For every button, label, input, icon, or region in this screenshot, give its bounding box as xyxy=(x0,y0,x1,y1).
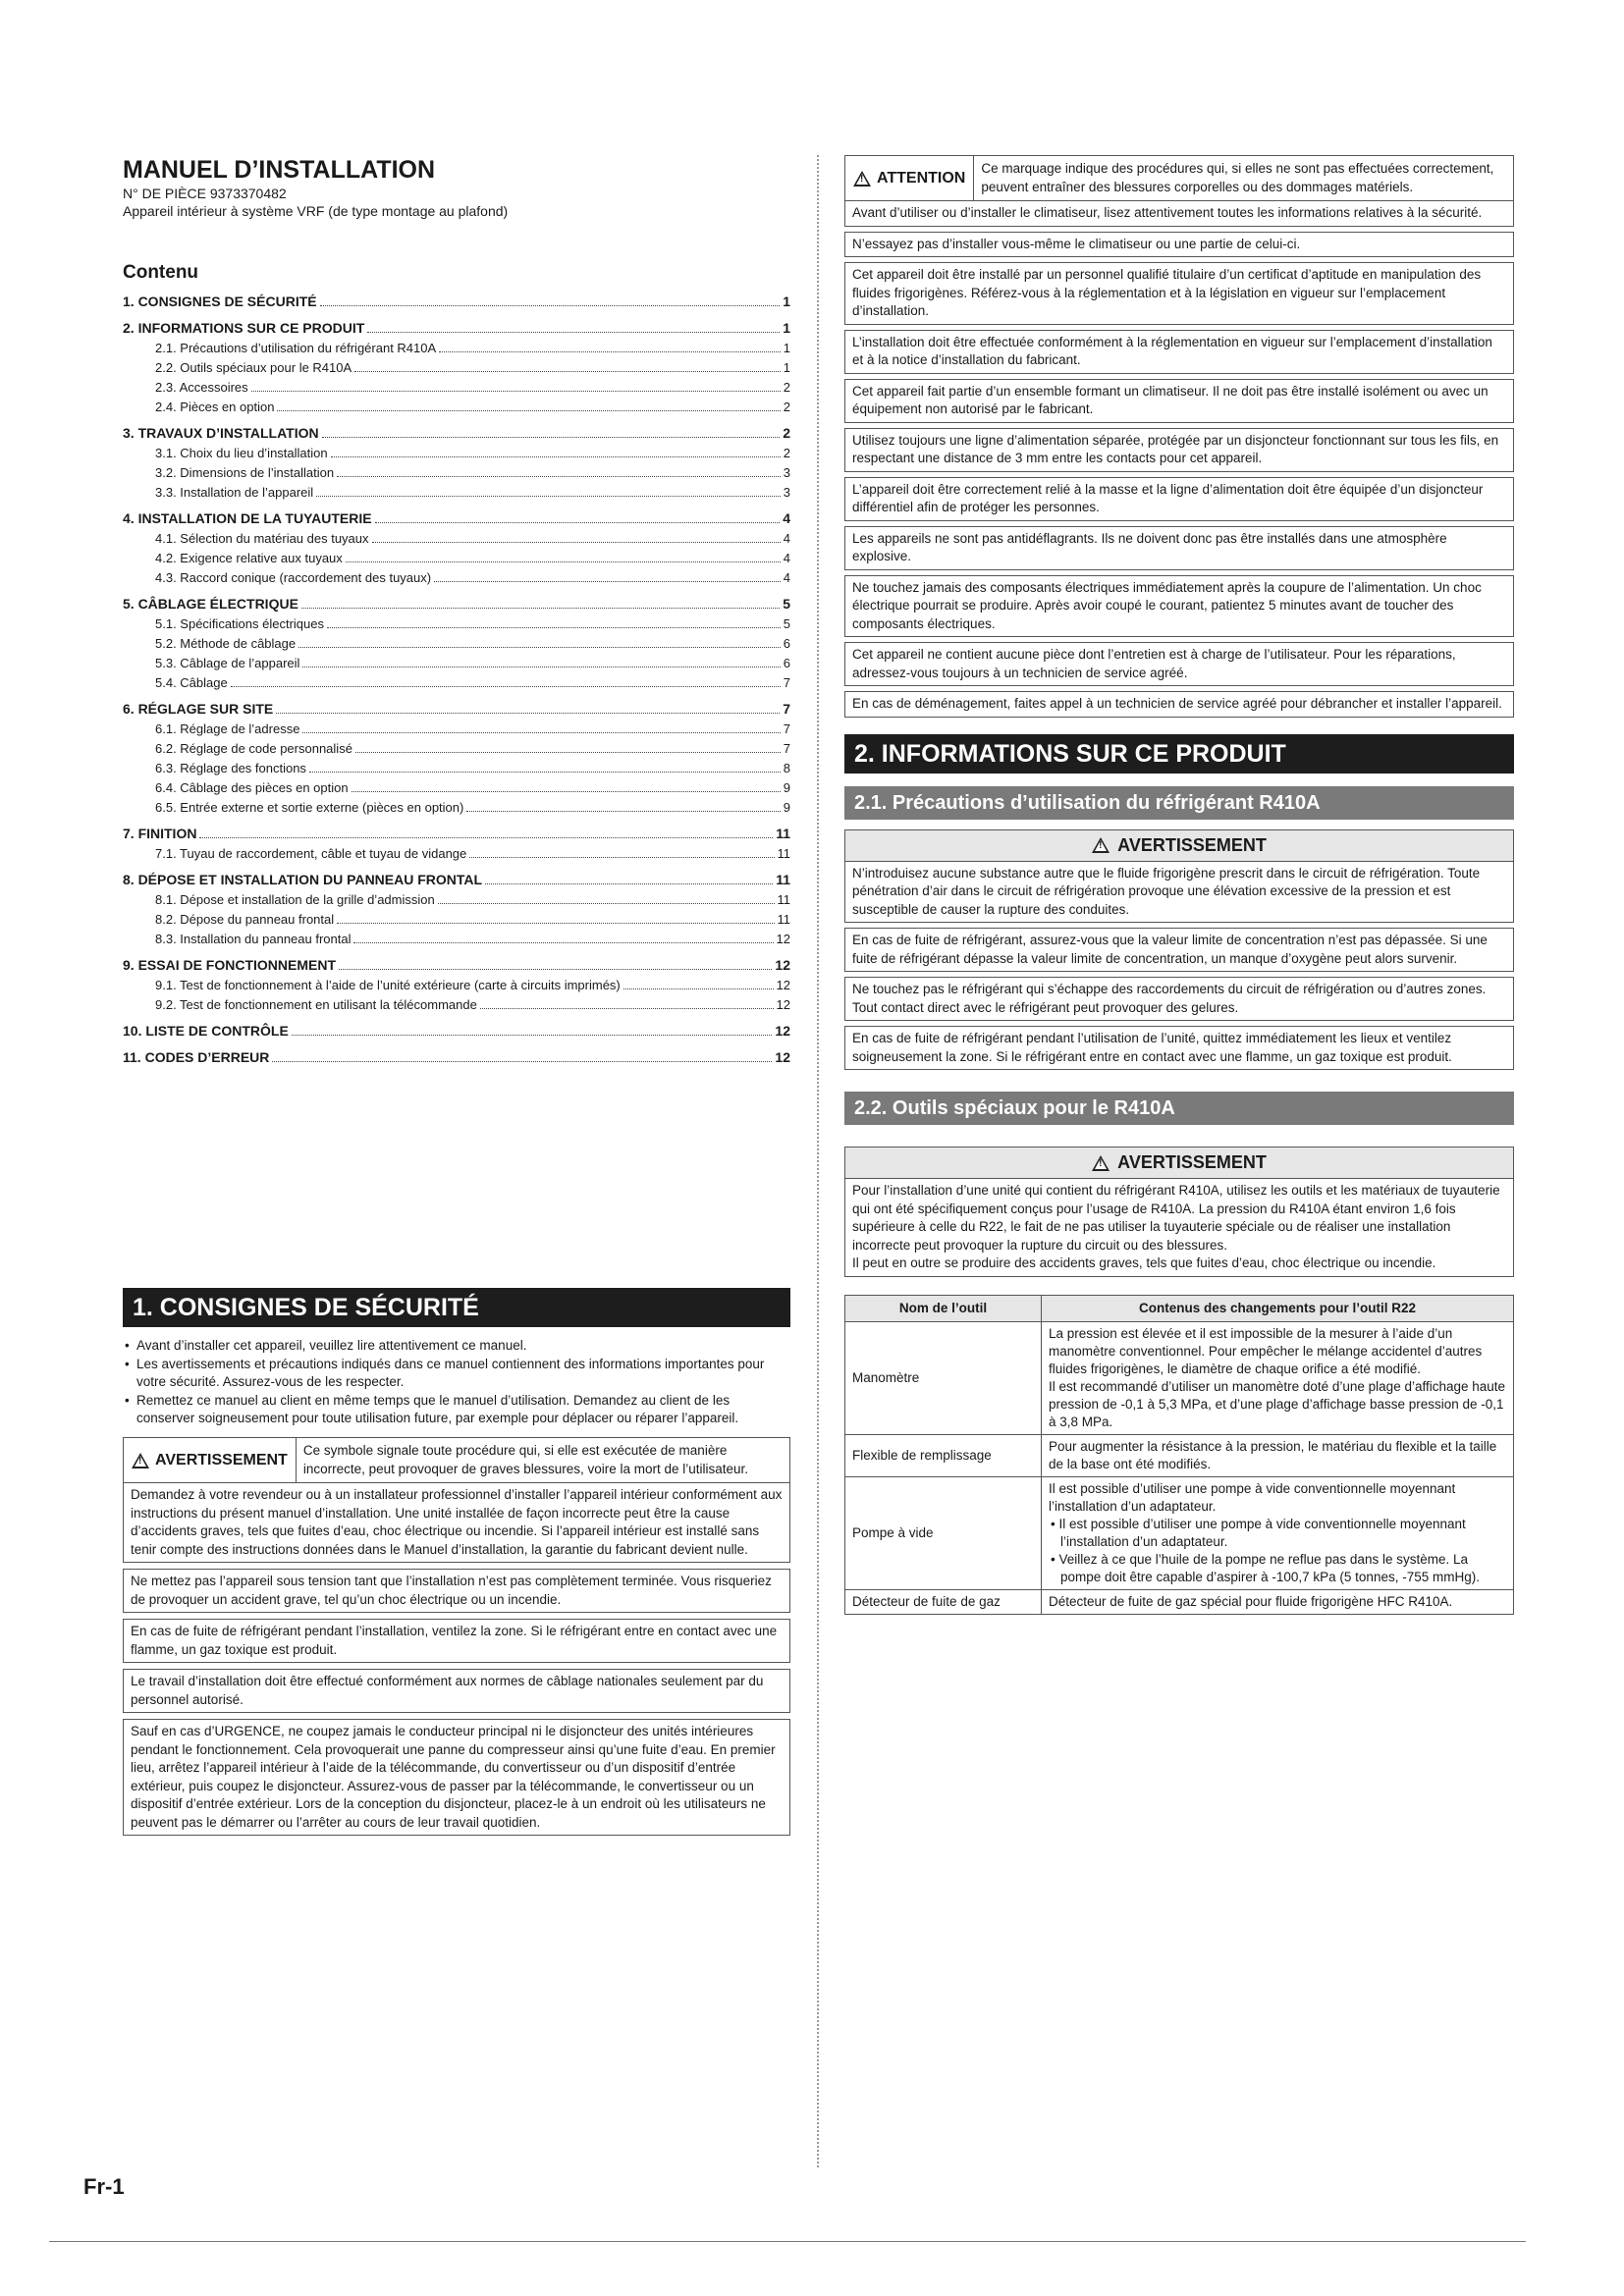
tool-changes xyxy=(1042,1589,1514,1614)
precautions-warning-header xyxy=(844,829,1514,862)
toc-entry[interactable] xyxy=(123,699,790,720)
toc-section xyxy=(123,423,790,503)
toc-entry-label: 8.3. Installation du panneau frontal xyxy=(155,932,352,946)
toc-entry-page: 1 xyxy=(783,341,790,355)
toc-entry-label: 5.1. Spécifications électriques xyxy=(155,616,324,631)
tools-warning-box xyxy=(844,1179,1514,1277)
toc-leader xyxy=(339,969,772,970)
toc-entry[interactable] xyxy=(123,890,790,910)
tools-warning-paragraph-2: Il peut en outre se produire des accidents graves, tels que fuites d’eau, choc électrique ou incendie. xyxy=(852,1255,1436,1270)
tools-warning-text: AVERTISSEMENT xyxy=(1117,1152,1267,1172)
tools-header-changes: Contenus des changements pour l’outil R22 xyxy=(1042,1295,1514,1321)
attention-item: En cas de déménagement, faites appel à un technicien de service agréé pour débrancher et installer l’appareil. xyxy=(844,691,1514,718)
footer-rule xyxy=(49,2241,1526,2242)
toc-entry[interactable] xyxy=(123,654,790,673)
toc-leader xyxy=(277,410,780,411)
toc-entry-label: 6. RÉGLAGE SUR SITE xyxy=(123,701,274,717)
toc-entry[interactable] xyxy=(123,463,790,483)
tools-table xyxy=(844,1295,1514,1615)
toc-entry-page: 2 xyxy=(783,425,790,441)
toc-entry-page: 1 xyxy=(783,294,790,309)
toc-entry[interactable] xyxy=(123,798,790,818)
toc-entry-page: 5 xyxy=(783,616,790,631)
toc-entry[interactable] xyxy=(123,930,790,949)
toc-entry-label: 9. ESSAI DE FONCTIONNEMENT xyxy=(123,957,337,973)
toc-leader xyxy=(292,1035,773,1036)
toc-leader xyxy=(623,988,774,989)
toc-entry-page: 5 xyxy=(783,596,790,612)
safety-bullet: • Avant d’installer cet appareil, veuillez lire attentivement ce manuel. xyxy=(123,1337,790,1355)
toc-entry-page: 7 xyxy=(783,701,790,717)
toc-section xyxy=(123,699,790,818)
tools-row xyxy=(845,1476,1514,1589)
precautions-warning-text: AVERTISSEMENT xyxy=(1117,834,1267,855)
toc-entry-page: 12 xyxy=(776,932,790,946)
precaution-item: Ne touchez pas le réfrigérant qui s’échappe des raccordements du circuit de réfrigération ou d’autres zones. Tout contact direct avec le réfrigérant peut provoquer des gelures. xyxy=(844,977,1514,1021)
toc-entry[interactable] xyxy=(123,739,790,759)
toc-entry-page: 2 xyxy=(783,380,790,395)
tool-change-line: Il est recommandé d’utiliser un manomètre doté d’une plage d’affichage haute pression de -0,1 à 5,3 MPa, et d’une plage d’affichage basse pression de -0,1 à 3,8 MPa. xyxy=(1049,1378,1506,1429)
toc-entry[interactable] xyxy=(123,378,790,398)
warning-label xyxy=(124,1438,297,1482)
precaution-item: En cas de fuite de réfrigérant pendant l’utilisation de l’unité, quittez immédiatement les lieux et ventilez soigneusement la zone. Si le réfrigérant entre en contact avec une flamme, un gaz toxique est produit. xyxy=(844,1026,1514,1070)
toc-leader xyxy=(346,561,781,562)
tool-change-line: Détecteur de fuite de gaz spécial pour fluide frigorigène HFC R410A. xyxy=(1049,1593,1453,1609)
toc-entry[interactable] xyxy=(123,1047,790,1068)
toc-entry[interactable] xyxy=(123,976,790,995)
attention-item: N’essayez pas d’installer vous-même le climatiseur ou une partie de celui-ci. xyxy=(844,232,1514,258)
toc-section xyxy=(123,1047,790,1068)
part-number: N° DE PIÈCE 9373370482 xyxy=(123,186,287,201)
toc-leader xyxy=(354,371,781,372)
right-column xyxy=(844,155,1514,1615)
warning-triangle-icon xyxy=(1092,837,1110,853)
toc-entry-label: 5.2. Méthode de câblage xyxy=(155,636,297,651)
attention-list xyxy=(844,201,1514,718)
attention-item: Utilisez toujours une ligne d’alimentation séparée, protégée par un disjoncteur fonctionnant sur tous les fils, en respectant une distance de 3 mm entre les contacts pour cet appareil. xyxy=(844,428,1514,472)
toc-entry-page: 8 xyxy=(783,761,790,775)
toc-entry[interactable] xyxy=(123,870,790,890)
document-title: MANUEL D’INSTALLATION xyxy=(123,156,436,184)
tools-warning-header xyxy=(844,1147,1514,1179)
toc-entry[interactable] xyxy=(123,423,790,444)
toc-leader xyxy=(466,811,780,812)
column-divider xyxy=(817,155,819,2167)
toc-entry-label: 8.2. Dépose du panneau frontal xyxy=(155,912,335,927)
toc-entry-label: 9.2. Test de fonctionnement en utilisant la télécommande xyxy=(155,997,477,1012)
toc-entry-page: 7 xyxy=(783,675,790,690)
toc-entry-label: 4.2. Exigence relative aux tuyaux xyxy=(155,551,343,565)
toc-entry-page: 11 xyxy=(777,892,790,907)
safety-warning-item: Le travail d’installation doit être effectué conformément aux normes de câblage nationales seulement par du personnel autorisé. xyxy=(123,1669,790,1713)
attention-item: Cet appareil ne contient aucune pièce dont l’entretien est à charge de l’utilisateur. Pour les réparations, adressez-vous toujours à un technicien de service agréé. xyxy=(844,642,1514,686)
safety-warning-item: Ne mettez pas l’appareil sous tension tant que l’installation n’est pas complètement terminée. Vous risqueriez de provoquer un accident grave, tel qu’un choc électrique ou un incendie. xyxy=(123,1569,790,1613)
toc-leader xyxy=(276,713,780,714)
toc-leader xyxy=(337,476,781,477)
toc-leader xyxy=(309,772,781,773)
precaution-item: En cas de fuite de réfrigérant, assurez-vous que la valeur limite de concentration n’est pas dépassée. Si une fuite de réfrigérant dépasse la valeur limite de concentration, un manque d’oxygène peut alors survenir. xyxy=(844,928,1514,972)
toc-entry-page: 1 xyxy=(783,320,790,336)
toc-entry-page: 12 xyxy=(775,957,790,973)
tool-name: Pompe à vide xyxy=(845,1476,1042,1589)
safety-bullets xyxy=(123,1337,790,1427)
tool-changes xyxy=(1042,1476,1514,1589)
toc-entry[interactable] xyxy=(123,955,790,976)
tools-row xyxy=(845,1434,1514,1476)
toc-section xyxy=(123,955,790,1015)
toc-heading: Contenu xyxy=(123,262,199,283)
section-safety-title: 1. CONSIGNES DE SÉCURITÉ xyxy=(123,1288,790,1327)
toc-entry-page: 7 xyxy=(783,741,790,756)
attention-description: Ce marquage indique des procédures qui, si elles ne sont pas effectuées correctement, peuvent entraîner des blessures corporelles ou des dommages matériels. xyxy=(981,161,1494,194)
toc-entry[interactable] xyxy=(123,529,790,549)
toc-leader xyxy=(331,456,781,457)
toc-entry-label: 2.3. Accessoires xyxy=(155,380,248,395)
toc-leader xyxy=(231,686,781,687)
toc-entry-label: 7. FINITION xyxy=(123,826,197,841)
precautions-list xyxy=(844,862,1514,1071)
warning-triangle-icon xyxy=(1092,1155,1110,1171)
document-subtitle: Appareil intérieur à système VRF (de type montage au plafond) xyxy=(123,203,509,219)
toc-leader xyxy=(302,732,780,733)
tool-change-line: Pour augmenter la résistance à la pression, le matériau du flexible et la taille de la base ont été modifiés. xyxy=(1049,1438,1497,1471)
toc-entry-label: 7.1. Tuyau de raccordement, câble et tuyau de vidange xyxy=(155,846,467,861)
toc-leader xyxy=(355,752,781,753)
toc-entry[interactable] xyxy=(123,778,790,798)
attention-legend xyxy=(844,155,1514,201)
toc-entry-label: 2.2. Outils spéciaux pour le R410A xyxy=(155,360,352,375)
toc-entry[interactable] xyxy=(123,568,790,588)
toc-leader xyxy=(372,542,781,543)
toc-entry[interactable] xyxy=(123,292,790,312)
toc-leader xyxy=(337,923,774,924)
toc-entry[interactable] xyxy=(123,614,790,634)
toc-entry-label: 6.3. Réglage des fonctions xyxy=(155,761,306,775)
warning-triangle-icon xyxy=(132,1453,149,1468)
toc-section xyxy=(123,594,790,693)
tools-row xyxy=(845,1589,1514,1614)
warning-description: Ce symbole signale toute procédure qui, si elle est exécutée de manière incorrecte, peut provoquer de graves blessures, voire la mort de l’utilisateur. xyxy=(302,1443,749,1476)
safety-warning-item: Sauf en cas d’URGENCE, ne coupez jamais le conducteur principal ni le disjoncteur des unités intérieures pendant le fonctionnement. Cela provoquerait une panne du compresseur ainsi qu’une fuite d’eau. En premier lieu, arrêtez l’appareil intérieur à l’aide de la télécommande, du convertisseur ou d’un dispositif d’entrée extérieur, puis coupez le disjoncteur. Assurez-vous de passer par la télécommande, le convertisseur ou un dispositif d’entrée extérieur. Lors de la conception du disjoncteur, placez-le à un endroit où les utilisateurs ne peuvent pas le démarrer ou l’arrêter au cours de leur travail quotidien. xyxy=(123,1719,790,1836)
safety-bullet: • Les avertissements et précautions indiqués dans ce manuel contiennent des informations importantes pour votre sécurité. Assurez-vous de les respecter. xyxy=(123,1356,790,1391)
attention-item: Avant d’utiliser ou d’installer le climatiseur, lisez attentivement toutes les informations relatives à la sécurité. xyxy=(844,201,1514,227)
subsection-tools-title: 2.2. Outils spéciaux pour le R410A xyxy=(844,1092,1514,1125)
toc-entry-label: 3.3. Installation de l’appareil xyxy=(155,485,314,500)
warning-label-text: AVERTISSEMENT xyxy=(155,1451,288,1468)
attention-item: Les appareils ne sont pas antidéflagrants. Ils ne doivent donc pas être installés dans une atmosphère explosive. xyxy=(844,526,1514,570)
toc-entry[interactable] xyxy=(123,318,790,339)
toc-entry-page: 12 xyxy=(775,1023,790,1039)
toc-entry-page: 12 xyxy=(775,1049,790,1065)
toc-entry-label: 6.4. Câblage des pièces en option xyxy=(155,780,349,795)
left-column xyxy=(123,155,790,1836)
toc-entry-label: 9.1. Test de fonctionnement à l’aide de l’unité extérieure (carte à circuits imprimés) xyxy=(155,978,621,992)
toc-entry[interactable] xyxy=(123,720,790,739)
toc-entry[interactable] xyxy=(123,508,790,529)
attention-label-text: ATTENTION xyxy=(877,169,966,187)
toc-entry-page: 4 xyxy=(783,570,790,585)
toc-leader xyxy=(438,903,775,904)
toc-entry-label: 2. INFORMATIONS SUR CE PRODUIT xyxy=(123,320,365,336)
toc-entry-page: 11 xyxy=(777,846,790,861)
toc-entry[interactable] xyxy=(123,844,790,864)
toc-leader xyxy=(439,351,781,352)
attention-item: Ne touchez jamais des composants électriques immédiatement après la coupure de l’alimentation. Un choc électrique pourrait se produire. Après avoir coupé le courant, patientez 5 minutes avant de toucher des composants électriques. xyxy=(844,575,1514,638)
toc-entry-label: 1. CONSIGNES DE SÉCURITÉ xyxy=(123,294,317,309)
toc-entry[interactable] xyxy=(123,483,790,503)
tools-warning-paragraph: Pour l’installation d’une unité qui contient du réfrigérant R410A, utilisez les outils et les matériaux de tuyauterie qui ont été spécifiquement conçus pour l’usage de R410A. La pression du R410A étant environ 1,6 fois supérieure à celle du R22, le fait de ne pas utiliser la tuyauterie spéciale ou de réaliser une installation incorrecte peut provoquer la rupture du circuit ou des blessures. xyxy=(852,1183,1500,1253)
toc-entry[interactable] xyxy=(123,995,790,1015)
toc-entry-page: 4 xyxy=(783,531,790,546)
safety-warning-item: Demandez à votre revendeur ou à un installateur professionnel d’installer l’appareil intérieur conformément aux instructions du présent manuel d’installation. Une unité installée de façon incorrecte peut être la cause d’accidents graves, tels que fuites d’eau, choc électrique ou incendie. Si l’appareil intérieur est installé sans tenir compte des instructions données dans le Manuel d’installation, la garantie du fabricant devient nulle. xyxy=(123,1483,790,1563)
tool-change-line: La pression est élevée et il est impossible de la mesurer à l’aide d’un manomètre conventionnel. Pour empêcher le mélange accidentel d’autres fluides frigorigènes, le diamètre de chaque orifice a été modifié. xyxy=(1049,1325,1483,1376)
toc-entry-label: 10. LISTE DE CONTRÔLE xyxy=(123,1023,289,1039)
tool-change-line: • Il est possible d’utiliser une pompe à vide conventionnelle moyennant l’installation d’un adaptateur. xyxy=(1051,1516,1466,1549)
toc-entry-page: 3 xyxy=(783,485,790,500)
warning-triangle-icon xyxy=(853,171,871,187)
toc-entry-page: 3 xyxy=(783,465,790,480)
toc-entry-page: 11 xyxy=(777,912,790,927)
attention-item: L’installation doit être effectuée conformément à la réglementation en vigueur sur l’emplacement d’installation et à la notice d’installation du fabricant. xyxy=(844,330,1514,374)
toc-entry[interactable] xyxy=(123,673,790,693)
subsection-precautions-title: 2.1. Précautions d’utilisation du réfrigérant R410A xyxy=(844,786,1514,820)
toc-section xyxy=(123,292,790,312)
safety-bullet: • Remettez ce manuel au client en même temps que le manuel d’utilisation. Demandez au client de les conserver soigneusement pour toute utilisation future, par exemple pour déplacer ou réparer l’appareil. xyxy=(123,1392,790,1427)
toc-entry-label: 6.2. Réglage de code personnalisé xyxy=(155,741,352,756)
section-product-title: 2. INFORMATIONS SUR CE PRODUIT xyxy=(844,734,1514,774)
toc-leader xyxy=(353,942,773,943)
toc-entry-label: 5. CÂBLAGE ÉLECTRIQUE xyxy=(123,596,298,612)
tool-name: Manomètre xyxy=(845,1321,1042,1434)
table-of-contents xyxy=(123,292,790,1068)
toc-entry-label: 4. INSTALLATION DE LA TUYAUTERIE xyxy=(123,510,372,526)
warning-legend xyxy=(123,1437,790,1483)
toc-entry-page: 6 xyxy=(783,656,790,670)
toc-entry-label: 11. CODES D’ERREUR xyxy=(123,1049,270,1065)
tools-row xyxy=(845,1321,1514,1434)
toc-entry[interactable] xyxy=(123,1021,790,1041)
toc-entry[interactable] xyxy=(123,594,790,614)
toc-entry-page: 4 xyxy=(783,510,790,526)
attention-label xyxy=(845,156,974,200)
attention-item: Cet appareil fait partie d’un ensemble formant un climatiseur. Il ne doit pas être installé isolément ou avec un équipement non autorisé par le fabricant. xyxy=(844,379,1514,423)
toc-entry-label: 8. DÉPOSE ET INSTALLATION DU PANNEAU FRONTAL xyxy=(123,872,483,887)
toc-leader xyxy=(272,1061,772,1062)
tool-name: Détecteur de fuite de gaz xyxy=(845,1589,1042,1614)
toc-leader xyxy=(298,647,781,648)
toc-entry[interactable] xyxy=(123,398,790,417)
tool-change-line: Il est possible d’utiliser une pompe à vide conventionnelle moyennant l’installation d’un adaptateur. xyxy=(1049,1480,1456,1514)
toc-entry-label: 6.1. Réglage de l’adresse xyxy=(155,721,300,736)
toc-entry-label: 3.2. Dimensions de l’installation xyxy=(155,465,335,480)
toc-entry-page: 11 xyxy=(776,872,790,887)
page-number: Fr-1 xyxy=(83,2174,125,2199)
toc-entry-label: 4.3. Raccord conique (raccordement des tuyaux) xyxy=(155,570,432,585)
toc-entry[interactable] xyxy=(123,759,790,778)
toc-leader xyxy=(375,522,781,523)
toc-entry[interactable] xyxy=(123,444,790,463)
toc-section xyxy=(123,1021,790,1041)
toc-leader xyxy=(367,332,780,333)
tool-changes xyxy=(1042,1434,1514,1476)
toc-leader xyxy=(480,1008,774,1009)
safety-warning-list xyxy=(123,1483,790,1836)
toc-section xyxy=(123,870,790,949)
precaution-item: N’introduisez aucune substance autre que le fluide frigorigène prescrit dans le circuit de réfrigération. Toute pénétration d’air dans le circuit de réfrigération provoque une élévation excessive de la pression et est susceptible de causer la rupture des conduites. xyxy=(844,862,1514,924)
toc-entry-page: 9 xyxy=(783,780,790,795)
toc-leader xyxy=(434,581,781,582)
toc-leader xyxy=(251,391,781,392)
toc-section xyxy=(123,508,790,588)
toc-entry-label: 2.4. Pièces en option xyxy=(155,400,275,414)
tool-changes xyxy=(1042,1321,1514,1434)
toc-entry[interactable] xyxy=(123,910,790,930)
toc-leader xyxy=(320,305,781,306)
safety-warning-item: En cas de fuite de réfrigérant pendant l’installation, ventilez la zone. Si le réfrigérant entre en contact avec une flamme, un gaz toxique est produit. xyxy=(123,1619,790,1663)
toc-entry-label: 8.1. Dépose et installation de la grille d’admission xyxy=(155,892,435,907)
toc-entry-page: 7 xyxy=(783,721,790,736)
attention-item: Cet appareil doit être installé par un personnel qualifié titulaire d’un certificat d’aptitude en manipulation des fluides frigorigènes. Référez-vous à la réglementation et à la législation en vigueur sur l’emplacement d’installation. xyxy=(844,262,1514,325)
toc-entry[interactable] xyxy=(123,339,790,358)
toc-entry-label: 6.5. Entrée externe et sortie externe (pièces en option) xyxy=(155,800,464,815)
toc-leader xyxy=(199,837,773,838)
toc-entry-page: 2 xyxy=(783,400,790,414)
toc-leader xyxy=(485,883,773,884)
toc-section xyxy=(123,318,790,417)
attention-item: L’appareil doit être correctement relié à la masse et la ligne d’alimentation doit être équipée d’un disjoncteur différentiel afin de protéger les personnes. xyxy=(844,477,1514,521)
toc-leader xyxy=(469,857,774,858)
toc-entry-label: 5.3. Câblage de l’appareil xyxy=(155,656,300,670)
toc-entry-label: 3. TRAVAUX D’INSTALLATION xyxy=(123,425,319,441)
toc-entry[interactable] xyxy=(123,549,790,568)
toc-leader xyxy=(327,627,781,628)
toc-entry-page: 6 xyxy=(783,636,790,651)
toc-entry-label: 5.4. Câblage xyxy=(155,675,228,690)
toc-entry[interactable] xyxy=(123,634,790,654)
toc-entry-label: 2.1. Précautions d’utilisation du réfrigérant R410A xyxy=(155,341,437,355)
toc-entry-page: 11 xyxy=(776,826,790,841)
toc-entry-label: 3.1. Choix du lieu d’installation xyxy=(155,446,328,460)
toc-entry-label: 4.1. Sélection du matériau des tuyaux xyxy=(155,531,369,546)
toc-entry-page: 2 xyxy=(783,446,790,460)
toc-section xyxy=(123,824,790,864)
toc-entry-page: 12 xyxy=(776,978,790,992)
toc-entry-page: 4 xyxy=(783,551,790,565)
toc-leader xyxy=(316,496,781,497)
toc-entry[interactable] xyxy=(123,824,790,844)
toc-leader xyxy=(352,791,781,792)
toc-entry-page: 1 xyxy=(783,360,790,375)
toc-entry-page: 9 xyxy=(783,800,790,815)
toc-entry-page: 12 xyxy=(776,997,790,1012)
toc-leader xyxy=(301,608,780,609)
tool-change-line: • Veillez à ce que l’huile de la pompe ne reflue pas dans le système. La pompe doit être capable d’aspirer à -100,7 kPa (5 tonnes, -755 mmHg). xyxy=(1051,1551,1480,1584)
tool-name: Flexible de remplissage xyxy=(845,1434,1042,1476)
toc-entry[interactable] xyxy=(123,358,790,378)
toc-leader xyxy=(322,437,781,438)
tools-header-name: Nom de l’outil xyxy=(845,1295,1042,1321)
